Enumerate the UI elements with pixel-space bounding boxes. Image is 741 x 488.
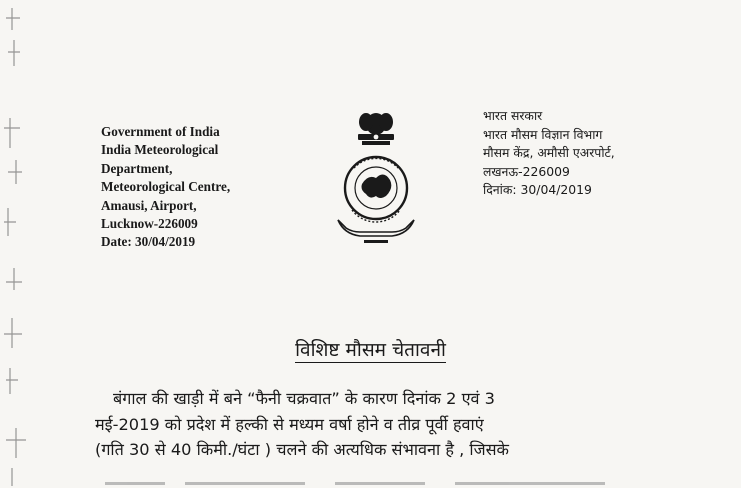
english-header-line: Amausi, Airport,: [101, 197, 197, 213]
body-line: (गति 30 से 40 किमी./घंटा ) चलने की अत्यधिक संभावना है , जिसके: [95, 440, 509, 459]
english-header-line: India Meteorological: [101, 142, 219, 158]
english-header-line: Lucknow-226009: [101, 216, 198, 232]
english-header-address: [101, 123, 301, 252]
warning-body: [95, 386, 665, 463]
document-title: [0, 336, 741, 362]
punch-hole-margin-marks: [0, 0, 40, 486]
english-header-line: Meteorological Centre,: [101, 179, 231, 195]
hindi-header-line: भारत सरकार: [483, 108, 543, 123]
state-emblem-and-imd-seal-icon: [328, 108, 424, 262]
hindi-header-line: भारत मौसम विज्ञान विभाग: [483, 126, 603, 142]
english-date: Date: 30/04/2019: [101, 234, 196, 250]
cropped-text-fragment: [118, 0, 288, 4]
hindi-header-address: [483, 107, 713, 200]
body-line: बंगाल की खाड़ी में बने “फैनी चक्रवात” के कारण दिनांक 2 एवं 3: [113, 389, 495, 408]
body-line: मई-2019 को प्रदेश में हल्की से मध्यम वर्षा होने व तीव्र पूर्वी हवाएं: [95, 414, 484, 434]
cropped-text-fragment: [95, 478, 655, 488]
hindi-header-line: लखनऊ-226009: [483, 163, 570, 179]
hindi-date: दिनांक: 30/04/2019: [483, 182, 592, 198]
hindi-header-line: मौसम केंद्र, अमौसी एअरपोर्ट,: [483, 145, 615, 161]
english-header-line: Government of India: [101, 124, 220, 139]
document-title-text: विशिष्ट मौसम चेतावनी: [295, 339, 446, 361]
english-header-line: Department,: [101, 160, 173, 176]
